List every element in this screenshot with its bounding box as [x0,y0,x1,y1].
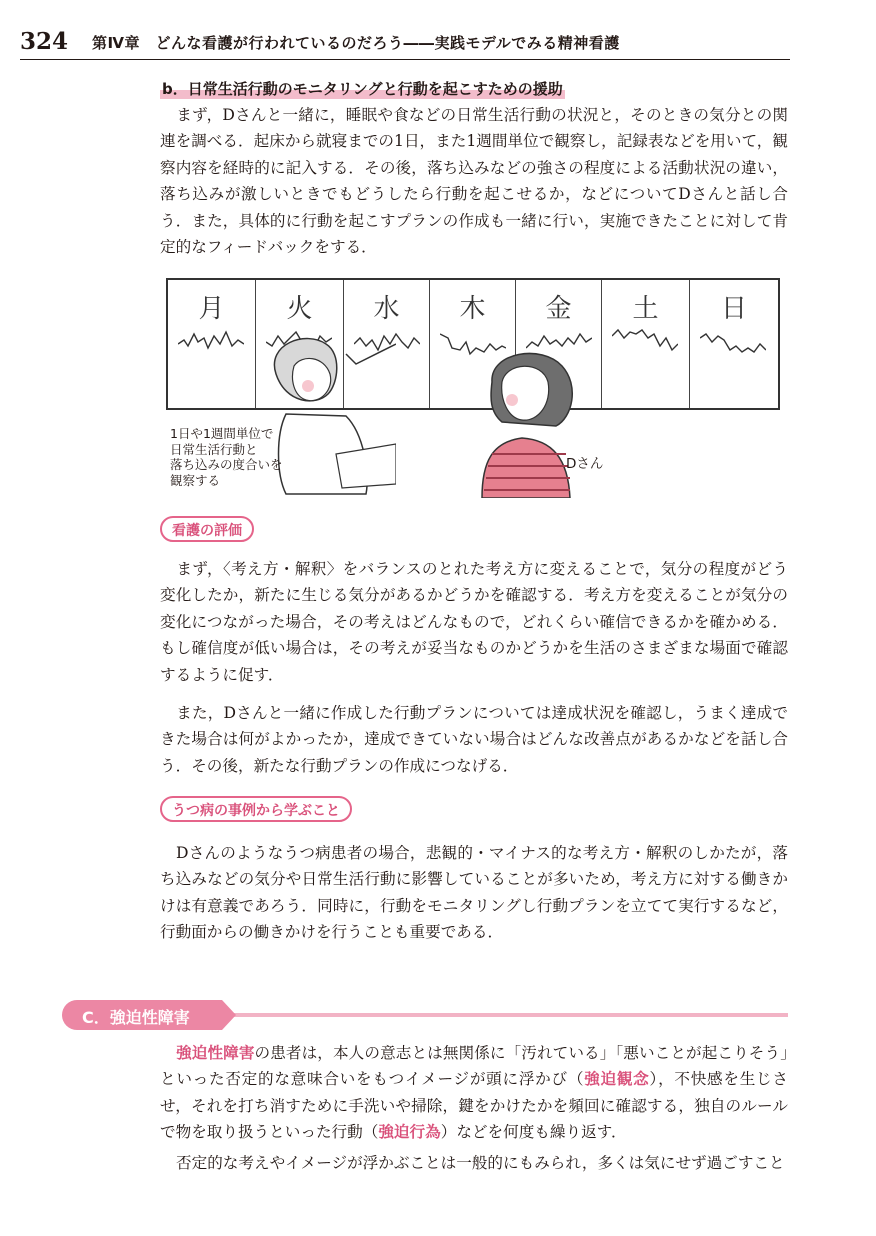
paragraph-monitoring [160,102,788,260]
paragraph-ocd-text-a: の患者は，本人の意志とは無関係に「汚れている」「悪いことが起こりそう」といった否定的な意味合いをもつイメージが頭に浮かび（ [160,1044,788,1089]
mood-wave-icon [612,324,678,358]
mood-wave-icon [700,324,766,358]
paragraph-ocd-2-text: 否定的な考えやイメージが浮かぶことは一般的にもみられ，多くは気にせず過ごすこと [176,1154,785,1172]
term-ocd: 強迫性障害 [176,1043,255,1062]
day-label: 月 [198,294,225,324]
page-number: 324 [20,28,69,55]
day-label: 火 [286,294,313,324]
section-tab-tip [222,1000,236,1030]
caption-line: 1日や1週間単位で [170,426,274,441]
illustration-caption [170,426,283,488]
subheading-b: b．日常生活行動のモニタリングと行動を起こすための援助 [162,80,563,98]
day-label: 土 [632,294,659,324]
section-rule [222,1013,788,1017]
d-san-label: Dさん [566,456,604,472]
day-label: 木 [459,294,486,324]
mood-wave-icon [178,324,244,358]
paragraph-lessons [160,840,788,946]
paragraph-lessons-text: Dさんのようなうつ病患者の場合，悲観的・マイナス的な考え方・解釈のしかたが，落ち込みなどの気分や日常生活行動に影響していることが多いため，考え方に対する働きかけは有意義であろう．同時に，行動をモニタリングし行動プランを立てて実行するなど，行動面からの働きかけを行うことも重要である． [160,844,788,942]
day-label: 日 [720,294,747,324]
paragraph-ocd-2 [160,1150,788,1176]
paragraph-ocd-1 [160,1040,788,1146]
paragraph-monitoring-text: まず，Dさんと一緒に，睡眠や食などの日常生活行動の状況と，そのときの気分との関連を調べる．起床から就寝までの1日，また1週間単位で観察し，記録表などを用いて，観察内容を経時的に記入する．その後，落ち込みなどの強さの程度による活動状況の違い，落ち込みが激しいときでもどうしたら行動を起こせるか，などについてDさんと話し合う．また，具体的に行動を起こすプランの作成も一緒に行い，実施できたことに対して肯定的なフィードバックをする． [160,106,788,257]
paragraph-evaluation-2-text: また，Dさんと一緒に作成した行動プランについては達成状況を確認し，うまく達成できた場合は何がよかったか，達成できていない場合はどんな改善点があるかなどを話し合う．その後，新たな行動プランの作成につなげる． [160,704,788,775]
heading-lessons-depression: うつ病の事例から学ぶこと [160,796,352,822]
day-label: 水 [373,294,400,324]
caption-line: 日常生活行動と [170,441,258,457]
caption-line: 観察する [170,472,221,488]
term-compulsion: 強迫行為 [378,1122,441,1142]
day-label: 金 [545,294,572,324]
paragraph-ocd-text-b: ），不快感を生じさせ，それを打ち消すために手洗いや掃除，鍵をかけたかを頻回に確認する，独自のルールで物を取り扱うといった行動（ [160,1070,788,1142]
caption-line: 落ち込みの度合いを [170,457,283,472]
term-obsession: 強迫観念 [584,1069,650,1089]
day-column [602,280,690,408]
paragraph-evaluation-1-text: まず，〈考え方・解釈〉をバランスのとれた考え方に変えることで，気分の程度がどう変化したか，新たに生じる気分があるかどうかを確認する．考え方を変えることが気分の変化につながった場合，その考えはどんなもので，どれくらい確信できるかを確かめる．もし確信度が低い場合は，その考えが妥当なものかどうかを生活のさまざまな場面で確認するように促す． [160,560,788,684]
paragraph-evaluation-2 [160,700,788,779]
page-header [20,28,856,56]
chapter-title: 第Ⅳ章 どんな看護が行われているのだろう――実践モデルでみる精神看護 [92,34,620,52]
heading-nursing-evaluation: 看護の評価 [160,516,254,542]
d-san-figure-icon [472,342,582,498]
illustration-weekly-chart [166,278,784,500]
section-ocd-heading [62,1000,788,1030]
day-column [690,280,778,408]
paragraph-ocd-text-c: ）などを何度も繰り返す． [440,1123,627,1142]
day-column [168,280,256,408]
header-rule [20,59,790,60]
section-ocd-title: C．強迫性障害 [62,1000,222,1030]
paragraph-evaluation-1 [160,556,788,688]
